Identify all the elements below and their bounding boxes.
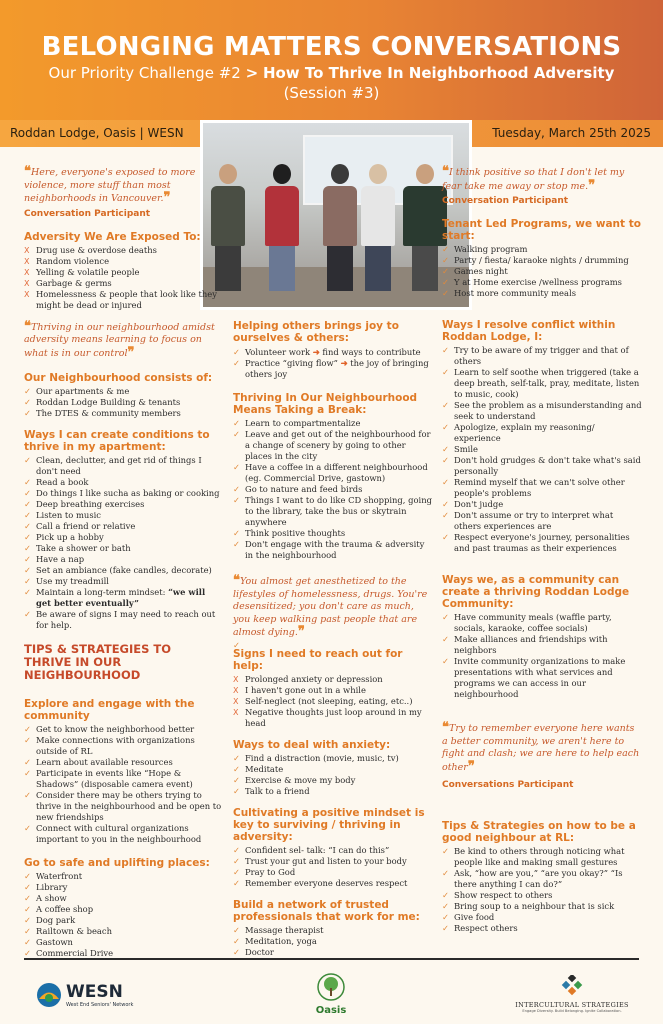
explore-list xyxy=(24,724,222,845)
list-item: ✓ Get to know the neighborhood better xyxy=(24,724,222,735)
tree-icon xyxy=(316,973,346,1001)
list-item: ✓ Deep breathing exercises xyxy=(24,499,222,510)
break-heading: Thriving In Our Neighbourhood Means Taking a Break: xyxy=(233,392,418,416)
diamond-cluster-icon xyxy=(560,975,584,997)
list-item: ✓ Don't judge xyxy=(442,499,642,510)
group-photo xyxy=(200,120,472,310)
places-heading: Go to safe and uplifting places: xyxy=(24,857,210,869)
left-column xyxy=(24,166,222,959)
list-item: ✓ Walking program xyxy=(442,244,642,255)
list-item: ✓ Talk to a friend xyxy=(233,786,433,797)
list-item: X Prolonged anxiety or depression xyxy=(233,674,433,685)
tips-heading: TIPS & STRATEGIES TO THRIVE IN OUR NEIGHBOURHOOD xyxy=(24,642,172,682)
list-item: ✓ Pick up a hobby xyxy=(24,532,222,543)
list-item: ✓ Waterfront xyxy=(24,871,222,882)
list-item: ✓ Bring soup to a neighbour that is sick xyxy=(442,901,642,912)
neighbourhood-heading: Our Neighbourhood consists of: xyxy=(24,372,213,384)
list-item: ✓ Go to nature and feed birds xyxy=(233,484,433,495)
list-item: ✓ Smile xyxy=(442,444,642,455)
list-item: ✓ Try to be aware of my trigger and that of others xyxy=(442,345,642,367)
anxiety-heading: Ways to deal with anxiety: xyxy=(233,738,391,751)
neighbour-heading: Tips & Strategies on how to be a good neighbour at RL: xyxy=(442,820,636,844)
list-item: ✓ Connect with cultural organizations important to you in the neighbourhood xyxy=(24,823,222,845)
list-item: ✓ Read a book xyxy=(24,477,222,488)
neighbour-list xyxy=(442,846,642,934)
list-item: X Random violence xyxy=(24,256,222,267)
list-item: ✓ Be kind to others through noticing what people like and making small gestures xyxy=(442,846,642,868)
date-label: Tuesday, March 25th 2025 xyxy=(492,126,651,140)
participant-quote: ❝Try to remember everyone here wants a better community, we aren't here to fight and clash; we are here to help each other❞ xyxy=(442,720,640,774)
list-item: ✓ Make alliances and friendships with neighbors xyxy=(442,634,642,656)
explore-heading: Explore and engage with the community xyxy=(24,698,195,722)
list-item: ✓ Participate in events like “Hope & Shadows” (disposable camera event) xyxy=(24,768,222,790)
conflict-heading: Ways I resolve conflict within Roddan Lodge, I: xyxy=(442,319,616,343)
community-list xyxy=(442,612,642,700)
list-item: ✓ Do things I like sucha as baking or cooking xyxy=(24,488,222,499)
list-item: ✓ A show xyxy=(24,893,222,904)
list-item: ✓ Y at Home exercise /wellness programs xyxy=(442,277,642,288)
list-item: ✓ Clean, declutter, and get rid of things I don't need xyxy=(24,455,222,477)
list-item: ✓ Trust your gut and listen to your body xyxy=(233,856,433,867)
list-item: ✓ Be aware of signs I may need to reach out for help. xyxy=(24,609,222,631)
list-item: ✓ Games night xyxy=(442,266,642,277)
list-item: ✓ Host more community meals xyxy=(442,288,642,299)
list-item: ✓ Invite community organizations to make presentations with what services and programs we can access in our neighbourhood xyxy=(442,656,642,700)
participant-quote: ❝Thriving in our neighbourhood amidst adversity means learning to focus on what is in our control❞ xyxy=(24,318,215,360)
list-item: ✓ Roddan Lodge Building & tenants xyxy=(24,397,222,408)
list-item: ✓ Meditate xyxy=(233,764,433,775)
list-item: ✓ Learn about available resources xyxy=(24,757,222,768)
list-item: ✓ Make connections with organizations outside of RL xyxy=(24,735,222,757)
conditions-heading: Ways I can create conditions to thrive in my apartment: xyxy=(24,429,210,453)
list-item: ✓ Respect others xyxy=(442,923,642,934)
adversity-list xyxy=(24,245,222,311)
list-item: ✓ Pray to God xyxy=(233,867,433,878)
list-item: ✓ Have a coffee in a different neighbourhood (eg. Commercial Drive, gastown) xyxy=(233,462,433,484)
quote-attribution: Conversation Participant xyxy=(24,208,151,219)
neighbourhood-list xyxy=(24,386,222,419)
signs-heading: Signs I need to reach out for help: xyxy=(233,647,403,672)
session-label: (Session #3) xyxy=(283,84,380,102)
places-list xyxy=(24,871,222,959)
conditions-list xyxy=(24,455,222,631)
right-column xyxy=(442,166,642,934)
list-item: ✓ Don't hold grudges & don't take what's said personally xyxy=(442,455,642,477)
list-item: ✓ Railtown & beach xyxy=(24,926,222,937)
list-item: ✓ Ask, “how are you,” “are you okay?” “Is there anything I can do?” xyxy=(442,868,642,890)
list-item: ✓ Apologize, explain my reasoning/ experience xyxy=(442,422,642,444)
footer-divider xyxy=(24,958,639,960)
programs-list xyxy=(442,244,642,299)
list-item: ✓ Have community meals (waffle party, socials, karaoke, coffee socials) xyxy=(442,612,642,634)
arrow-icon: ➜ xyxy=(340,358,348,368)
list-item: ✓ Don't assume or try to interpret what others experiences are xyxy=(442,510,642,532)
list-item: ✓ Massage therapist xyxy=(233,925,433,936)
list-item: ✓ Learn to compartmentalize xyxy=(233,418,433,429)
list-item: ✓ Gastown xyxy=(24,937,222,948)
middle-column xyxy=(233,320,433,958)
list-item: ✓ Give food xyxy=(442,912,642,923)
anxiety-list xyxy=(233,753,433,797)
list-item: ✓ Meditation, yoga xyxy=(233,936,433,947)
list-item: ✓ Remind myself that we can't solve other people's problems xyxy=(442,477,642,499)
list-item: ✓ Show respect to others xyxy=(442,890,642,901)
wesn-logo-icon xyxy=(36,982,62,1008)
list-item: ✓ Things I want to do like CD shopping, going to the library, take the bus or skytrain anywhere xyxy=(233,495,433,528)
list-item: ✓ Think positive thoughts xyxy=(233,528,433,539)
participant-quote: ❝Here, everyone's exposed to more violence, more stuff than most neighborhoods in Vancouver.❞ xyxy=(24,164,196,205)
header-banner xyxy=(0,0,663,120)
list-item: ✓ Doctor xyxy=(233,947,433,958)
list-item: ✓ Don't engage with the trauma & adversity in the neighbourhood xyxy=(233,539,433,561)
list-item: ✓ Call a friend or relative xyxy=(24,521,222,532)
intercultural-strategies-logo: INTERCULTURAL STRATEGIES Engage Diversity. Build Belonging. Ignite Collaboration. xyxy=(512,975,632,1019)
list-item: ✓ Our apartments & me xyxy=(24,386,222,397)
list-item: ✓ Remember everyone deserves respect xyxy=(233,878,433,889)
list-item: ✓ Take a shower or bath xyxy=(24,543,222,554)
list-item: ✓ Consider there may be others trying to thrive in the neighbourhood and be open to new friendships xyxy=(24,790,222,823)
list-item: ✓ Volunteer work ➜ find ways to contribute xyxy=(233,347,433,358)
list-item: X Yelling & volatile people xyxy=(24,267,222,278)
break-list xyxy=(233,418,433,561)
mindset-list xyxy=(233,845,433,889)
list-item: X Negative thoughts just loop around in my head xyxy=(233,707,433,729)
list-item: ✓ Dog park xyxy=(24,915,222,926)
adversity-heading: Adversity We Are Exposed To: xyxy=(24,230,201,243)
helping-list xyxy=(233,347,433,380)
list-item: X I haven't gone out in a while xyxy=(233,685,433,696)
arrow-icon: > xyxy=(245,64,259,82)
list-item: ✓ Learn to self soothe when triggered (take a deep breath, self-talk, pray, meditate, listen to music, cook) xyxy=(442,367,642,400)
list-item: ✓ Party / fiesta/ karaoke nights / drumming xyxy=(442,255,642,266)
list-item: ✓ Respect everyone's journey, personalities and past traumas as their experiences xyxy=(442,532,642,554)
participant-quote: ❝You almost get anesthetized to the lifestyles of homelessness, drugs. You're desensitized; you don't care as much, you keep walking past people that are almost dying.❞ xyxy=(233,573,428,639)
helping-heading: Helping others brings joy to ourselves & others: xyxy=(233,320,399,344)
network-list xyxy=(233,925,433,958)
location-label: Roddan Lodge, Oasis | WESN xyxy=(10,126,184,140)
list-item: ✓ The DTES & community members xyxy=(24,408,222,419)
list-item: ✓ A coffee shop xyxy=(24,904,222,915)
quote-attribution: Conversation Participant xyxy=(442,196,569,206)
list-item: X Homelessness & people that look like they might be dead or injured xyxy=(24,289,222,311)
list-item: ✓ Find a distraction (movie, music, tv) xyxy=(233,753,433,764)
conflict-list xyxy=(442,345,642,554)
list-item: ✓ Set an ambiance (fake candles, decorate) xyxy=(24,565,222,576)
list-item: ✓ See the problem as a misunderstanding and seek to understand xyxy=(442,400,642,422)
list-item: ✓ Practice “giving flow” ➜ the joy of bringing others joy xyxy=(233,358,433,380)
list-item: X Drug use & overdose deaths xyxy=(24,245,222,256)
page-subtitle: Our Priority Challenge #2 > How To Thrive In Neighborhood Adversity xyxy=(48,64,615,82)
list-item: ✓ Have a nap xyxy=(24,554,222,565)
mindset-heading: Cultivating a positive mindset is key to surviving / thriving in adversity: xyxy=(233,806,425,843)
list-item: ✓ Exercise & move my body xyxy=(233,775,433,786)
list-item: X Garbage & germs xyxy=(24,278,222,289)
list-item: ✓ Maintain a long-term mindset: “we will get better eventually” xyxy=(24,587,222,609)
arrow-icon: ➜ xyxy=(312,347,320,357)
page-title: BELONGING MATTERS CONVERSATIONS xyxy=(41,32,622,62)
network-heading: Build a network of trusted professionals that work for me: xyxy=(233,898,420,923)
quote-attribution: Conversations Participant xyxy=(442,780,574,790)
list-item: ✓ Commercial Drive xyxy=(24,948,222,959)
list-item: X Self-neglect (not sleeping, eating, etc..) xyxy=(233,696,433,707)
wesn-logo: WESN West End Seniors' Network xyxy=(36,980,146,1014)
list-item: ✓ Confident sel- talk: “I can do this” xyxy=(233,845,433,856)
list-item: ✓ Leave and get out of the neighbourhood for a change of scenery by going to other places in the city xyxy=(233,429,433,462)
programs-heading: Tenant Led Programs, we want to start: xyxy=(442,218,641,242)
oasis-logo: Oasis xyxy=(311,973,351,1017)
community-heading: Ways we, as a community can create a thriving Roddan Lodge Community: xyxy=(442,574,630,610)
list-item: ✓ Library xyxy=(24,882,222,893)
signs-list xyxy=(233,674,433,729)
participant-quote: ❝I think positive so that I don't let my fear take me away or stop me.❞ xyxy=(442,164,625,193)
list-item: ✓ Listen to music xyxy=(24,510,222,521)
list-item: ✓ Use my treadmill xyxy=(24,576,222,587)
